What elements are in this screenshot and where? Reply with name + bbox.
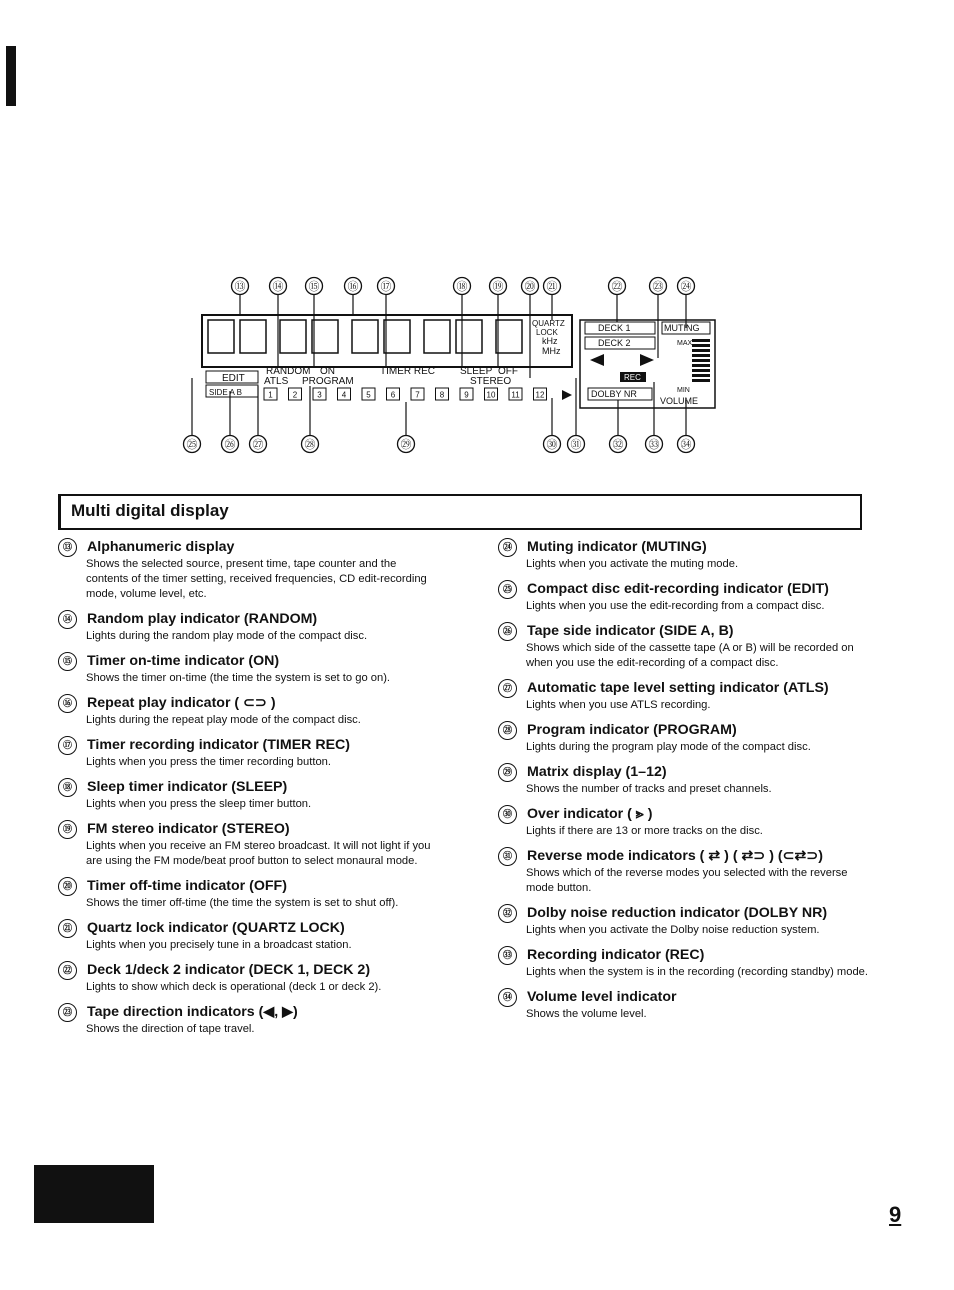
track-number: 12: [535, 390, 545, 400]
callout-number: ㉘: [304, 439, 316, 451]
label-sleep: SLEEP: [460, 366, 493, 377]
track-box: [289, 388, 302, 400]
tape-direction-right-icon: [640, 354, 654, 366]
legend-item-heading: [498, 721, 868, 740]
volume-bar-segment: [692, 349, 710, 352]
legend-item-title: Automatic tape level setting indicator (ATLS): [527, 680, 829, 696]
label-quartz: QUARTZ: [532, 319, 565, 328]
legend-item: [58, 652, 436, 686]
callout-number: ⑭: [272, 281, 284, 293]
legend-item-title: Deck 1/deck 2 indicator (DECK 1, DECK 2): [87, 962, 371, 978]
legend-item-heading: [498, 679, 868, 698]
callout-number: ⑳: [524, 281, 536, 293]
track-box: [264, 388, 277, 400]
legend-item-description: Shows which of the reverse modes you selected with the reverse mode button.: [526, 867, 848, 894]
legend-item: [58, 736, 436, 770]
legend-item-number: ㉝: [498, 946, 517, 965]
callouts-top: [232, 278, 695, 295]
legend-item-title: Timer on-time indicator (ON): [87, 653, 280, 669]
legend-item: [498, 805, 868, 839]
legend-item-heading: [498, 538, 868, 557]
track-box: [436, 388, 449, 400]
volume-bar-segment: [692, 359, 710, 362]
legend-item-number: ㉓: [58, 1003, 77, 1022]
track-box: [460, 388, 473, 400]
legend-item-number: ⑬: [58, 538, 77, 557]
label-muting: MUTING: [664, 323, 700, 333]
volume-bar-segment: [692, 344, 710, 347]
legend-item: [58, 694, 436, 728]
legend-item-title: Alphanumeric display: [87, 539, 235, 555]
legend-item-number: ㉞: [498, 988, 517, 1007]
legend-item-number: ⑲: [58, 820, 77, 839]
track-number: 9: [464, 390, 469, 400]
section-title: Multi digital display: [71, 501, 229, 520]
volume-bar-segment: [692, 379, 710, 382]
volume-bar-segment: [692, 374, 710, 377]
legend-item: [498, 904, 868, 938]
volume-bars: [692, 339, 710, 382]
legend-item-heading: [498, 847, 868, 866]
legend-item-description: Lights to show which deck is operational (deck 1 or deck 2).: [86, 981, 382, 993]
legend-item: [498, 622, 868, 671]
label-lock: LOCK: [536, 328, 558, 337]
display-diagram-svg: [180, 268, 720, 458]
legend-item-number: ㉜: [498, 904, 517, 923]
legend-item-number: ㉚: [498, 805, 517, 824]
legend-item-title: Timer recording indicator (TIMER REC): [87, 737, 351, 753]
legend-item-heading: [58, 610, 436, 629]
legend-item-heading: [58, 652, 436, 671]
legend-item-description: Shows the selected source, present time, tape counter and the contents of the timer setting, received frequencies, CD edit-recording mode, volume level, etc.: [86, 558, 427, 600]
legend-item-heading: [58, 538, 436, 557]
section-header: [58, 494, 862, 530]
legend-item-heading: [58, 1003, 436, 1022]
legend-item-heading: [58, 961, 436, 980]
label-edit: EDIT: [222, 373, 245, 384]
label-rec: REC: [624, 373, 641, 382]
legend-item-title: Reverse mode indicators ( ⇄ ) ( ⇄⊃ ) (⊂⇄⊃): [527, 848, 824, 864]
legend-item-description: Shows the volume level.: [526, 1008, 647, 1020]
over-indicator-icon: [562, 390, 572, 400]
track-box: [509, 388, 522, 400]
legend-item: [498, 580, 868, 614]
track-boxes: [264, 388, 547, 400]
legend-item-number: ㉙: [498, 763, 517, 782]
legend-item-title: Repeat play indicator ( ⊂⊃ ): [87, 695, 276, 711]
track-box: [313, 388, 326, 400]
track-number: 3: [317, 390, 322, 400]
callout-number: ㉜: [612, 439, 624, 451]
legend-item-description: Shows the timer off-time (the time the system is set to shut off).: [86, 897, 399, 909]
legend-item-heading: [58, 736, 436, 755]
legend-item-description: Lights when you use the edit-recording from a compact disc.: [526, 600, 825, 612]
track-number: 6: [390, 390, 396, 400]
legend-item-title: Random play indicator (RANDOM): [87, 611, 318, 627]
legend-item-description: Shows the timer on-time (the time the system is set to go on).: [86, 672, 391, 684]
label-side-ab: SIDE A B: [209, 388, 242, 397]
callout-number: ㉞: [680, 439, 692, 451]
legend-item-title: Quartz lock indicator (QUARTZ LOCK): [87, 920, 345, 936]
legend-item-heading: [58, 778, 436, 797]
items-left-column: [58, 538, 436, 1045]
track-number: 1: [268, 390, 273, 400]
callout-number: ㉔: [680, 281, 692, 293]
legend-item-title: Tape side indicator (SIDE A, B): [527, 623, 734, 639]
callout-number: ⑯: [347, 281, 359, 293]
legend-item-number: ⑭: [58, 610, 77, 629]
legend-item-number: ㉑: [58, 919, 77, 938]
legend-item: [498, 721, 868, 755]
callout-number: ㉝: [648, 439, 660, 451]
tape-direction-left-icon: [590, 354, 604, 366]
legend-item-number: ㉖: [498, 622, 517, 641]
label-program: PROGRAM: [302, 376, 354, 387]
label-deck2: DECK 2: [598, 338, 631, 348]
label-dolby-nr: DOLBY NR: [591, 389, 637, 399]
callouts-bottom: [184, 436, 695, 453]
legend-item-description: Lights during the program play mode of the compact disc.: [526, 741, 811, 753]
callout-number: ㉖: [224, 439, 236, 451]
track-number: 10: [486, 390, 496, 400]
track-number: 2: [292, 390, 298, 400]
callout-number: ㉕: [186, 439, 198, 451]
legend-item-heading: [58, 877, 436, 896]
track-box: [485, 388, 498, 400]
legend-item: [58, 877, 436, 911]
callout-number: ㉙: [400, 439, 412, 451]
label-atls: ATLS: [264, 376, 289, 387]
legend-item: [58, 919, 436, 953]
label-min: MIN: [677, 387, 690, 394]
legend-item-description: Lights during the repeat play mode of the compact disc.: [86, 714, 361, 726]
callout-number: ⑮: [308, 281, 320, 293]
legend-item-description: Shows the direction of tape travel.: [86, 1023, 255, 1035]
legend-item-title: Matrix display (1–12): [527, 764, 667, 780]
label-timer-rec: TIMER REC: [380, 366, 435, 377]
legend-item: [58, 778, 436, 812]
label-random: RANDOM: [266, 366, 311, 377]
legend-item-title: Volume level indicator: [527, 989, 677, 1005]
legend-item-title: FM stereo indicator (STEREO): [87, 821, 290, 837]
label-off: OFF: [498, 366, 518, 377]
volume-bar-segment: [692, 364, 710, 367]
legend-item-number: ㉘: [498, 721, 517, 740]
legend-item-title: Over indicator ( ⪢ ): [527, 806, 653, 822]
legend-item-heading: [58, 919, 436, 938]
label-stereo: STEREO: [470, 376, 512, 387]
legend-item-title: Program indicator (PROGRAM): [527, 722, 737, 738]
legend-item-number: ⑯: [58, 694, 77, 713]
callout-number: ㉛: [570, 439, 582, 451]
items-right-column: [498, 538, 868, 1030]
track-box: [362, 388, 375, 400]
legend-item-heading: [498, 622, 868, 641]
label-on: ON: [320, 366, 335, 377]
legend-item: [498, 763, 868, 797]
legend-item-number: ⑰: [58, 736, 77, 755]
track-box: [387, 388, 400, 400]
legend-item-heading: [498, 805, 868, 824]
volume-bar-segment: [692, 354, 710, 357]
legend-item-description: Lights when you press the timer recording button.: [86, 756, 332, 768]
track-box: [534, 388, 547, 400]
legend-item-description: Lights when you press the sleep timer button.: [86, 798, 312, 810]
legend-item-heading: [58, 820, 436, 839]
legend-item-number: ㉕: [498, 580, 517, 599]
legend-item-title: Compact disc edit-recording indicator (EDIT): [527, 581, 829, 597]
label-khz: kHz: [542, 336, 558, 346]
legend-item-number: ⑱: [58, 778, 77, 797]
legend-item-number: ⑮: [58, 652, 77, 671]
track-number: 8: [439, 390, 445, 400]
track-box: [411, 388, 424, 400]
legend-item: [498, 946, 868, 980]
track-number: 5: [366, 390, 371, 400]
label-volume: VOLUME: [660, 396, 699, 406]
label-deck1: DECK 1: [598, 323, 631, 333]
callout-number: ㉑: [546, 281, 558, 293]
legend-item: [58, 961, 436, 995]
legend-item-number: ㉔: [498, 538, 517, 557]
legend-item-heading: [498, 580, 868, 599]
legend-item-title: Tape direction indicators (◀, ▶): [87, 1004, 298, 1020]
callout-number: ⑰: [380, 281, 392, 293]
legend-item-number: ㉗: [498, 679, 517, 698]
callout-number: ㉗: [252, 439, 264, 451]
legend-item-number: ㉛: [498, 847, 517, 866]
legend-item-title: Muting indicator (MUTING): [527, 539, 707, 555]
callout-number: ⑱: [456, 281, 468, 293]
legend-item-title: Timer off-time indicator (OFF): [87, 878, 287, 894]
legend-item-description: Lights when you precisely tune in a broadcast station.: [86, 939, 352, 951]
callout-number: ⑬: [234, 281, 246, 293]
legend-item-number: ⑳: [58, 877, 77, 896]
callout-number: ㉚: [546, 439, 558, 451]
legend-item: [58, 1003, 436, 1037]
legend-item-title: Recording indicator (REC): [527, 947, 705, 963]
callout-number: ㉓: [652, 281, 664, 293]
legend-item: [58, 538, 436, 602]
track-number: 11: [511, 390, 520, 400]
legend-item-heading: [498, 763, 868, 782]
legend-item-description: Lights when you activate the Dolby noise reduction system.: [526, 924, 820, 936]
track-number: 4: [341, 390, 347, 400]
legend-item-title: Dolby noise reduction indicator (DOLBY NR): [527, 905, 828, 921]
segment-digits: [208, 320, 522, 353]
legend-item: [498, 679, 868, 713]
legend-item: [58, 610, 436, 644]
legend-item-description: Lights when you receive an FM stereo broadcast. It will not light if you are using the FM mode/beat proof button to select monaural mode.: [86, 840, 431, 867]
label-mhz: MHz: [542, 346, 561, 356]
volume-bar-segment: [692, 369, 710, 372]
display-diagram: [180, 268, 720, 458]
callout-number: ⑲: [492, 281, 504, 293]
legend-item-description: Shows which side of the cassette tape (A or B) will be recorded on when you use the edit-recording of a compact disc.: [526, 642, 854, 669]
legend-item: [498, 847, 868, 896]
legend-item: [498, 988, 868, 1022]
legend-item: [498, 538, 868, 572]
legend-item-description: Shows the number of tracks and preset channels.: [526, 783, 772, 795]
legend-item: [58, 820, 436, 869]
legend-item-title: Sleep timer indicator (SLEEP): [87, 779, 288, 795]
track-number: 7: [415, 390, 420, 400]
page-number: 9: [889, 1202, 902, 1227]
legend-item-description: Lights if there are 13 or more tracks on the disc.: [526, 825, 763, 837]
volume-bar-segment: [692, 339, 710, 342]
scan-mark-top-left: [6, 46, 16, 106]
legend-item-heading: [498, 904, 868, 923]
legend-item-heading: [498, 988, 868, 1007]
legend-item-heading: [58, 694, 436, 713]
legend-item-description: Lights when you use ATLS recording.: [526, 699, 711, 711]
legend-item-description: Lights when the system is in the recording (recording standby) mode.: [526, 966, 869, 978]
scan-mark-bottom-left: [34, 1165, 154, 1223]
callout-number: ㉒: [611, 281, 623, 293]
legend-item-description: Lights when you activate the muting mode.: [526, 558, 739, 570]
legend-item-heading: [498, 946, 868, 965]
track-box: [338, 388, 351, 400]
label-max: MAX: [677, 340, 693, 347]
legend-item-description: Lights during the random play mode of the compact disc.: [86, 630, 368, 642]
legend-item-number: ㉒: [58, 961, 77, 980]
